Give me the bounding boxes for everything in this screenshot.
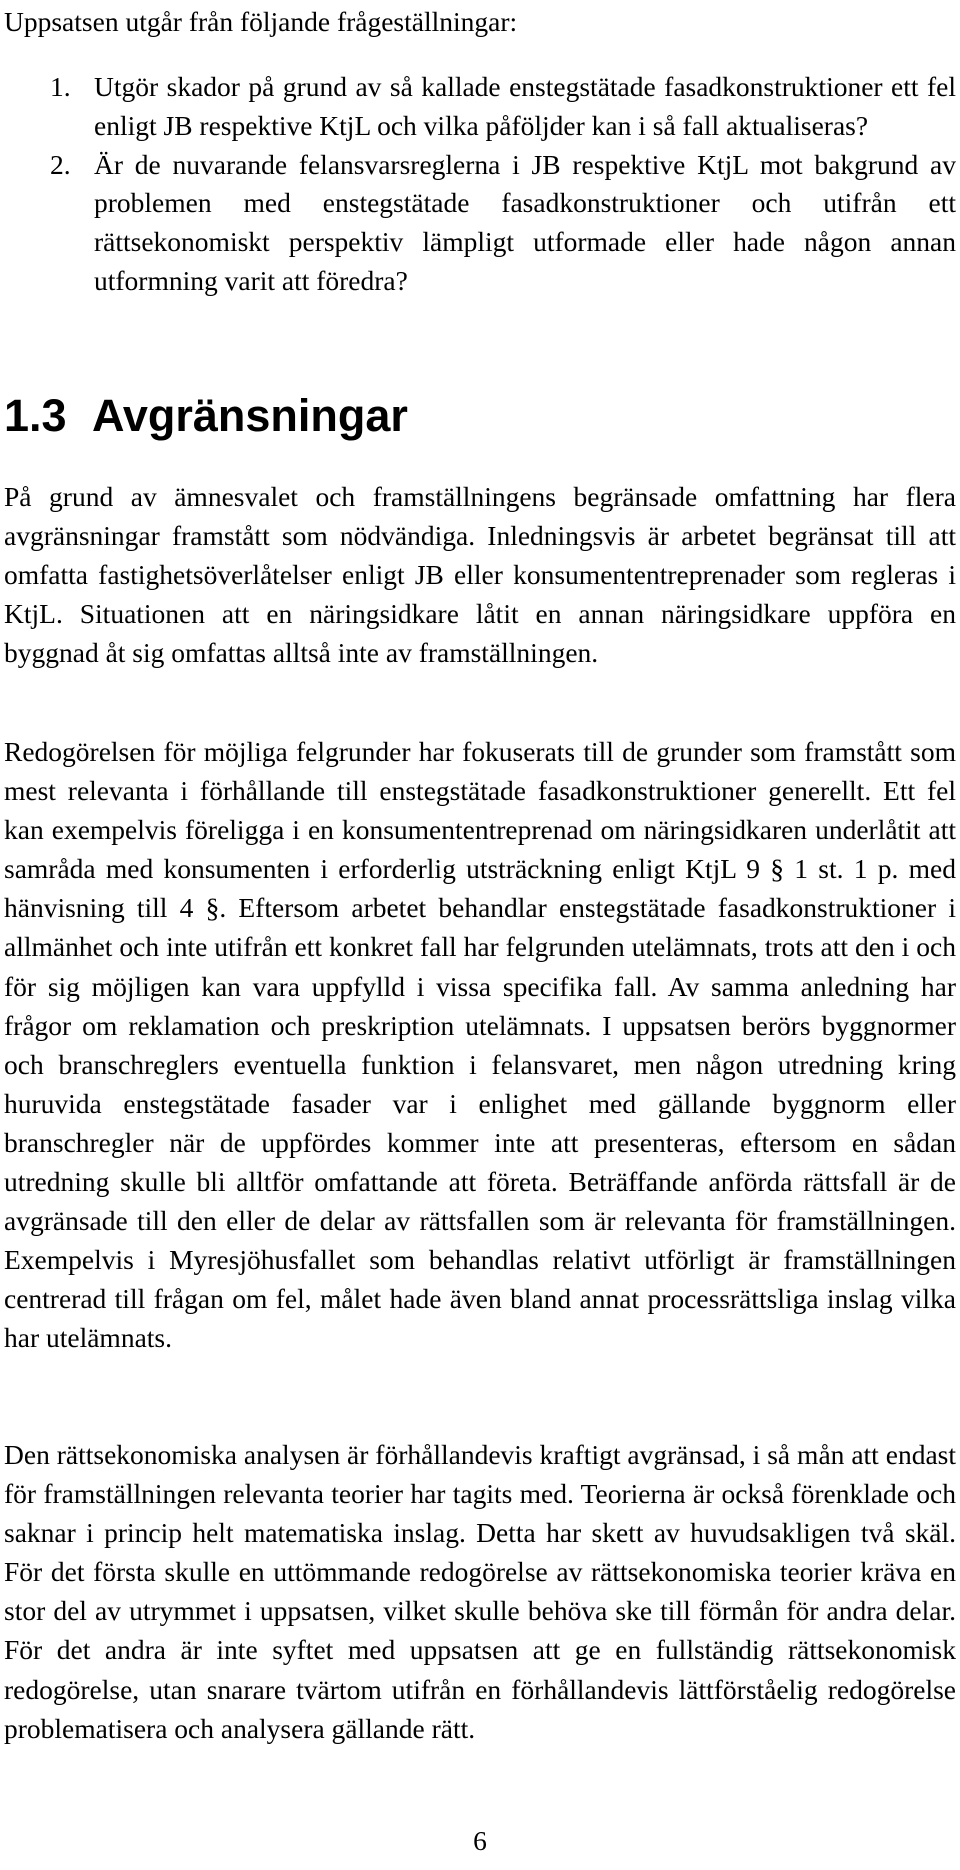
body-paragraph: På grund av ämnesvalet och framställningens begränsade omfattning har flera avgränsningar framstått som nödvändiga. Inledningsvis är arbetet begränsat till att omfatta fastighetsöverlåtelser enligt JB eller konsumententreprenader som regleras i KtjL. Situationen att en näringsidkare låtit en annan näringsidkare uppföra en byggnad åt sig omfattas alltså inte av framställningen.: [4, 481, 956, 669]
question-item: [50, 68, 956, 146]
body-paragraph: Redogörelsen för möjliga felgrunder har fokuserats till de grunder som framstått som mest relevanta i förhållande till enstegstätade fasadkonstruktioner generellt. Ett fel kan exempelvis föreligga i en konsumententreprenad om näringsidkaren underlåtit att samråda med konsumenten i erforderlig utsträckning enligt KtjL 9 § 1 st. 1 p. med hänvisning till 4 §. Eftersom arbetet behandlar enstegstätade fasadkonstruktioner i allmänhet och inte utifrån ett konkret fall har felgrunden utelämnats, trots att den i och för sig möjligen kan vara uppfylld i vissa specifika fall. Av samma anledning har frågor om reklamation och preskription utelämnats. I uppsatsen berörs byggnormer och branschreglers eventuella funktion i felansvaret, men någon utredning kring huruvida enstegstätade fasader var i enlighet med gällande byggnorm eller branschregler när de uppfördes kommer inte att presenteras, eftersom en sådan utredning skulle bli alltför omfattande att företa. Beträffande anförda rättsfall är de avgränsade till den eller de delar av rättsfallen som är relevanta för framställningen. Exempelvis i Myresjöhusfallet som behandlas relativt utförligt är framställningen centrerad till frågan om fel, målet hade även bland annat processrättsliga inslag vilka har utelämnats.: [4, 736, 956, 1354]
question-list: [50, 68, 956, 301]
page-number: 6: [473, 1825, 487, 1856]
section-number: 1.3: [4, 390, 67, 441]
section-title: Avgränsningar: [92, 390, 408, 441]
question-item: [50, 146, 956, 301]
section-heading: [4, 386, 408, 446]
question-number: 2.: [50, 148, 71, 180]
question-text: Utgör skador på grund av så kallade enstegstätade fasadkonstruktioner ett fel enligt JB respektive KtjL och vilka påföljder kan i så fall aktualiseras?: [94, 71, 956, 141]
question-text: Är de nuvarande felansvarsreglerna i JB respektive KtjL mot bakgrund av problemen med enstegstätade fasadkonstruktioner och utifrån ett rättsekonomiskt perspektiv lämpligt utformade eller hade någon annan utformning varit att föredra?: [94, 148, 956, 296]
body-paragraph: Den rättsekonomiska analysen är förhållandevis kraftigt avgränsad, i så mån att endast för framställningen relevanta teorier har tagits med. Teorierna är också förenklade och saknar i princip helt matematiska inslag. Detta har skett av huvudsakligen två skäl. För det första skulle en uttömmande redogörelse av rättsekonomiska teorier kräva en stor del av utrymmet i uppsatsen, vilket skulle behöva ske till förmån för andra delar. För det andra är inte syftet med uppsatsen att ge en fullständig rättsekonomisk redogörelse, utan snarare tvärtom utifrån en förhållandevis lättförståelig redogörelse problematisera och analysera gällande rätt.: [4, 1439, 956, 1744]
intro-text: Uppsatsen utgår från följande frågeställningar:: [4, 6, 518, 37]
question-number: 1.: [50, 71, 71, 102]
